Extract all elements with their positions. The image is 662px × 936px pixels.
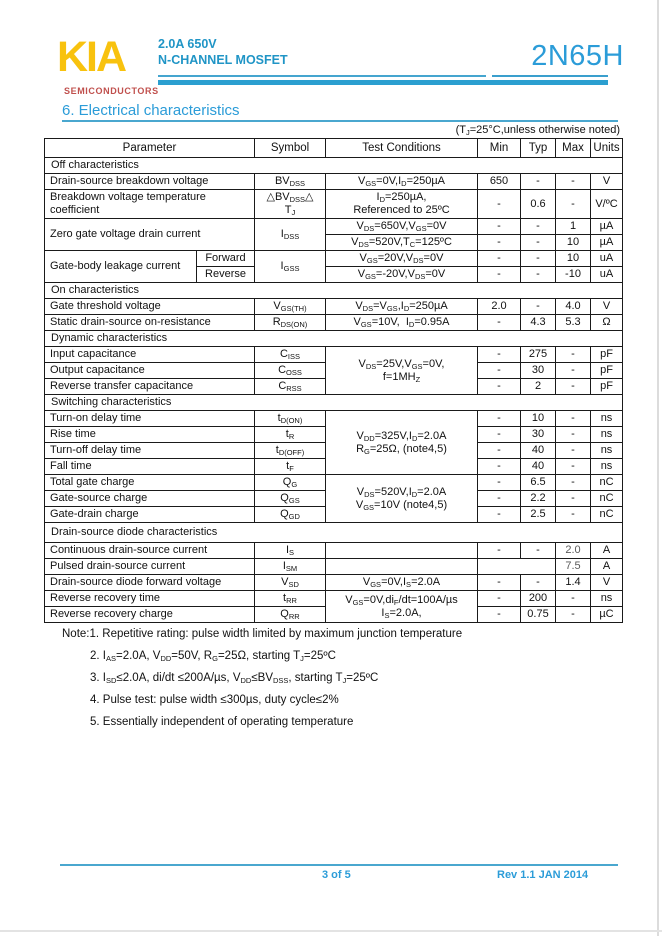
table-cell: Breakdown voltage temperature coefficient bbox=[45, 190, 255, 219]
table-cell: pF bbox=[591, 347, 623, 363]
table-cell: ns bbox=[591, 459, 623, 475]
table-cell: nC bbox=[591, 475, 623, 491]
table-cell: 10 bbox=[521, 411, 556, 427]
table-cell: 1.4 bbox=[556, 575, 591, 591]
table-cell: - bbox=[478, 235, 521, 251]
table-cell: $V_{DS}=V_{GS},I_D=250\mu A$ bbox=[326, 299, 478, 315]
table-cell: uA bbox=[591, 251, 623, 267]
table-cell: - bbox=[478, 379, 521, 395]
table-row bbox=[45, 591, 623, 607]
table-cell: - bbox=[478, 491, 521, 507]
section-underline bbox=[62, 120, 618, 122]
table-cell: - bbox=[478, 315, 521, 331]
table-cell: $I_{DSS}$ bbox=[255, 219, 326, 251]
table-cell: - bbox=[521, 219, 556, 235]
table-cell: - bbox=[478, 219, 521, 235]
table-cell: ns bbox=[591, 591, 623, 607]
column-header: Min bbox=[478, 139, 521, 158]
section-row bbox=[45, 331, 623, 347]
table-row bbox=[45, 219, 623, 235]
table-cell: 4.0 bbox=[556, 299, 591, 315]
table-cell: - bbox=[556, 443, 591, 459]
column-header: Typ bbox=[521, 139, 556, 158]
table-cell: Rise time bbox=[45, 427, 255, 443]
table-cell: V bbox=[591, 299, 623, 315]
table-cell: - bbox=[478, 543, 521, 559]
table-cell: $V_{GS(TH)}$ bbox=[255, 299, 326, 315]
table-cell: - bbox=[478, 575, 521, 591]
column-header: Test Conditions bbox=[326, 139, 478, 158]
section-label: Drain-source diode characteristics bbox=[45, 523, 623, 543]
header-rule-thin-right bbox=[492, 75, 608, 77]
table-cell: Fall time bbox=[45, 459, 255, 475]
note-line: Note:1. Repetitive rating: pulse width limited by maximum junction temperature bbox=[62, 628, 463, 640]
table-cell: - bbox=[478, 459, 521, 475]
table-cell: - bbox=[521, 299, 556, 315]
table-cell: - bbox=[556, 475, 591, 491]
table-cell: Reverse transfer capacitance bbox=[45, 379, 255, 395]
table-cell: Continuous drain-source current bbox=[45, 543, 255, 559]
table-cell: Ω bbox=[591, 315, 623, 331]
table-cell: Gate-source charge bbox=[45, 491, 255, 507]
table-cell: 7.5 bbox=[556, 559, 591, 575]
table-cell: 2.5 bbox=[521, 507, 556, 523]
table-cell bbox=[326, 543, 478, 559]
table-cell: 2.2 bbox=[521, 491, 556, 507]
table-cell: - bbox=[556, 491, 591, 507]
table-row bbox=[45, 575, 623, 591]
table-cell: $Q_{GS}$ bbox=[255, 491, 326, 507]
table-cell: $C_{OSS}$ bbox=[255, 363, 326, 379]
column-header: Parameter bbox=[45, 139, 255, 158]
section-row bbox=[45, 395, 623, 411]
table-cell: - bbox=[478, 607, 521, 623]
table-cell: 0.6 bbox=[521, 190, 556, 219]
header-rule-thick bbox=[158, 80, 608, 85]
table-cell: - bbox=[521, 235, 556, 251]
table-cell: Gate-body leakage current bbox=[45, 251, 197, 283]
table-cell: - bbox=[521, 174, 556, 190]
table-cell: ns bbox=[591, 427, 623, 443]
table-cell: $I_{GSS}$ bbox=[255, 251, 326, 283]
table-cell: Reverse recovery charge bbox=[45, 607, 255, 623]
table-cell: 275 bbox=[521, 347, 556, 363]
note-line: 5. Essentially independent of operating temperature bbox=[90, 716, 354, 728]
table-cell: $t_{D(ON)}$ bbox=[255, 411, 326, 427]
table-cell: - bbox=[478, 190, 521, 219]
table-row bbox=[45, 559, 623, 575]
section-label: Switching characteristics bbox=[45, 395, 623, 411]
table-cell: nC bbox=[591, 491, 623, 507]
table-row bbox=[45, 190, 623, 219]
table-cell: $t_{RR}$ bbox=[255, 591, 326, 607]
table-cell: Gate threshold voltage bbox=[45, 299, 255, 315]
table-row bbox=[45, 475, 623, 491]
section-label: Off characteristics bbox=[45, 158, 623, 174]
table-cell: $V_{GS}=-20V,V_{DS}=0V$ bbox=[326, 267, 478, 283]
table-cell: - bbox=[556, 347, 591, 363]
table-cell: Reverse bbox=[197, 267, 255, 283]
table-cell: $t_{D(OFF)}$ bbox=[255, 443, 326, 459]
table-cell: 10 bbox=[556, 235, 591, 251]
column-header: Symbol bbox=[255, 139, 326, 158]
table-cell: $t_R$ bbox=[255, 427, 326, 443]
table-cell: $V_{DS}=520V,I_D=2.0A$ $V_{GS}=10V$ (note4,5) bbox=[326, 475, 478, 523]
table-cell: - bbox=[478, 427, 521, 443]
kia-logo: KIA bbox=[57, 33, 126, 81]
table-cell: - bbox=[556, 411, 591, 427]
table-cell: - bbox=[521, 543, 556, 559]
table-cell: 650 bbox=[478, 174, 521, 190]
table-cell: $V_{DD}=325V,I_D=2.0A$ $R_G=25\Omega$, (note4,5) bbox=[326, 411, 478, 475]
table-cell: Reverse recovery time bbox=[45, 591, 255, 607]
section-row bbox=[45, 158, 623, 174]
table-row bbox=[45, 543, 623, 559]
table-cell: $I_S$ bbox=[255, 543, 326, 559]
table-cell: V bbox=[591, 174, 623, 190]
table-cell: $C_{ISS}$ bbox=[255, 347, 326, 363]
table-cell: nC bbox=[591, 507, 623, 523]
table-cell: $BV_{DSS}$ bbox=[255, 174, 326, 190]
table-cell: $t_F$ bbox=[255, 459, 326, 475]
table-cell: Forward bbox=[197, 251, 255, 267]
table-cell: Zero gate voltage drain current bbox=[45, 219, 255, 251]
table-cell: µA bbox=[591, 219, 623, 235]
part-number: 2N65H bbox=[531, 40, 624, 72]
table-cell: - bbox=[478, 443, 521, 459]
table-cell: - bbox=[556, 459, 591, 475]
column-header: Max bbox=[556, 139, 591, 158]
table-cell: $C_{RSS}$ bbox=[255, 379, 326, 395]
table-cell: A bbox=[591, 543, 623, 559]
table-row bbox=[45, 174, 623, 190]
table-row bbox=[45, 411, 623, 427]
footer-rule bbox=[60, 864, 618, 866]
table-cell: - bbox=[478, 347, 521, 363]
table-cell: µC bbox=[591, 607, 623, 623]
table-cell: V bbox=[591, 575, 623, 591]
electrical-characteristics-table bbox=[44, 138, 623, 623]
table-cell: - bbox=[478, 591, 521, 607]
table-cell: - bbox=[556, 379, 591, 395]
table-cell: $\triangle BV_{DSS}\triangle$ $T_J$ bbox=[255, 190, 326, 219]
section-label: Dynamic characteristics bbox=[45, 331, 623, 347]
table-cell: $V_{SD}$ bbox=[255, 575, 326, 591]
table-cell: - bbox=[478, 363, 521, 379]
logo-subtitle: SEMICONDUCTORS bbox=[64, 86, 159, 96]
product-rating: 2.0A 650V bbox=[158, 37, 217, 51]
note-line: 4. Pulse test: pulse width ≤300µs, duty cycle≤2% bbox=[90, 694, 339, 706]
table-cell: - bbox=[556, 427, 591, 443]
table-cell: $I_{SM}$ bbox=[255, 559, 326, 575]
section-row bbox=[45, 523, 623, 543]
table-row bbox=[45, 347, 623, 363]
table-cell: $I_D=250\mu A$, Referenced to 25ºC bbox=[326, 190, 478, 219]
table-header-row bbox=[45, 139, 623, 158]
table-cell: - bbox=[478, 411, 521, 427]
table-row bbox=[45, 251, 623, 267]
table-cell: - bbox=[556, 174, 591, 190]
table-cell: 40 bbox=[521, 459, 556, 475]
page-edge-shadow-right bbox=[657, 0, 659, 936]
table-cell: - bbox=[521, 575, 556, 591]
table-cell: $V_{DS}=25V,V_{GS}=0V$, $f=1MH_Z$ bbox=[326, 347, 478, 395]
table-cell: Drain-source breakdown voltage bbox=[45, 174, 255, 190]
table-cell: Turn-on delay time bbox=[45, 411, 255, 427]
table-cell: - bbox=[478, 507, 521, 523]
table-cell: - bbox=[521, 251, 556, 267]
table-cell: - bbox=[478, 267, 521, 283]
table-cell: Turn-off delay time bbox=[45, 443, 255, 459]
table-cell: 0.75 bbox=[521, 607, 556, 623]
section-title: 6. Electrical characteristics bbox=[62, 102, 240, 119]
table-cell: $V_{GS}=0V,I_D=250\mu A$ bbox=[326, 174, 478, 190]
table-cell: 10 bbox=[556, 251, 591, 267]
table-cell: Input capacitance bbox=[45, 347, 255, 363]
table-cell: 6.5 bbox=[521, 475, 556, 491]
table-cell: pF bbox=[591, 379, 623, 395]
table-cell: ns bbox=[591, 443, 623, 459]
table-cell: - bbox=[478, 475, 521, 491]
product-type: N-CHANNEL MOSFET bbox=[158, 53, 288, 67]
revision-label: Rev 1.1 JAN 2014 bbox=[497, 869, 589, 881]
table-cell: - bbox=[556, 190, 591, 219]
note-line: 2. $I_{AS}=2.0A$, $V_{DD}=50V$, $R_G=25\Omega$, starting $T_J=25ºC$ bbox=[90, 650, 336, 663]
table-cell: Gate-drain charge bbox=[45, 507, 255, 523]
table-cell: $Q_G$ bbox=[255, 475, 326, 491]
table-cell bbox=[478, 559, 556, 575]
table-row bbox=[45, 299, 623, 315]
table-cell: $V_{GS}=0V,I_S=2.0A$ bbox=[326, 575, 478, 591]
table-cell: $V_{GS}=20V,V_{DS}=0V$ bbox=[326, 251, 478, 267]
table-cell bbox=[326, 559, 478, 575]
header-rule-thin-left bbox=[158, 75, 486, 77]
table-cell: -10 bbox=[556, 267, 591, 283]
table-cell: Drain-source diode forward voltage bbox=[45, 575, 255, 591]
table-cell: 2.0 bbox=[556, 543, 591, 559]
table-cell: Output capacitance bbox=[45, 363, 255, 379]
table-cell: 40 bbox=[521, 443, 556, 459]
table-cell: - bbox=[556, 607, 591, 623]
table-cell: Pulsed drain-source current bbox=[45, 559, 255, 575]
table-cell: - bbox=[556, 363, 591, 379]
table-cell: 2.0 bbox=[478, 299, 521, 315]
notes bbox=[62, 627, 462, 737]
page-number: 3 of 5 bbox=[322, 869, 351, 881]
table-row bbox=[45, 315, 623, 331]
table-cell: - bbox=[556, 507, 591, 523]
conditions-note: ($T_J=25^\circ C,unless$ otherwise noted) bbox=[455, 124, 620, 137]
table-cell: $Q_{GD}$ bbox=[255, 507, 326, 523]
table-cell: 30 bbox=[521, 427, 556, 443]
table-cell: µA bbox=[591, 235, 623, 251]
table-cell: $V_{DS}=520V,T_C=125ºC$ bbox=[326, 235, 478, 251]
table-cell: Total gate charge bbox=[45, 475, 255, 491]
table-cell: $V_{GS}=10V$, $I_D=0.95A$ bbox=[326, 315, 478, 331]
table-header bbox=[45, 139, 623, 158]
column-header: Units bbox=[591, 139, 623, 158]
note-line: 3. $I_{SD}\le 2.0A$, di/dt ≤200A/µs, $V_{DD}\le BV_{DSS}$, starting $T_J=25ºC$ bbox=[90, 672, 379, 685]
table-cell: 2 bbox=[521, 379, 556, 395]
table-cell: pF bbox=[591, 363, 623, 379]
table-cell: 200 bbox=[521, 591, 556, 607]
table-cell: $V_{GS}=0V,di_F/dt=100A/\mu s$ $I_S=2.0A$, bbox=[326, 591, 478, 623]
table-cell: $Q_{RR}$ bbox=[255, 607, 326, 623]
table-cell: $R_{DS(ON)}$ bbox=[255, 315, 326, 331]
table-cell: $V_{DS}=650V,V_{GS}=0V$ bbox=[326, 219, 478, 235]
table-body bbox=[45, 158, 623, 623]
page-edge-shadow-bottom bbox=[0, 930, 662, 932]
table-cell: 30 bbox=[521, 363, 556, 379]
product-description bbox=[158, 36, 288, 68]
table-cell: - bbox=[556, 591, 591, 607]
table-cell: 1 bbox=[556, 219, 591, 235]
table-cell: A bbox=[591, 559, 623, 575]
table-cell: - bbox=[521, 267, 556, 283]
table-cell: ns bbox=[591, 411, 623, 427]
table-cell: 5.3 bbox=[556, 315, 591, 331]
table-cell: - bbox=[478, 251, 521, 267]
table-cell: 4.3 bbox=[521, 315, 556, 331]
section-row bbox=[45, 283, 623, 299]
section-label: On characteristics bbox=[45, 283, 623, 299]
table-cell: V/ºC bbox=[591, 190, 623, 219]
table-cell: Static drain-source on-resistance bbox=[45, 315, 255, 331]
table-cell: uA bbox=[591, 267, 623, 283]
